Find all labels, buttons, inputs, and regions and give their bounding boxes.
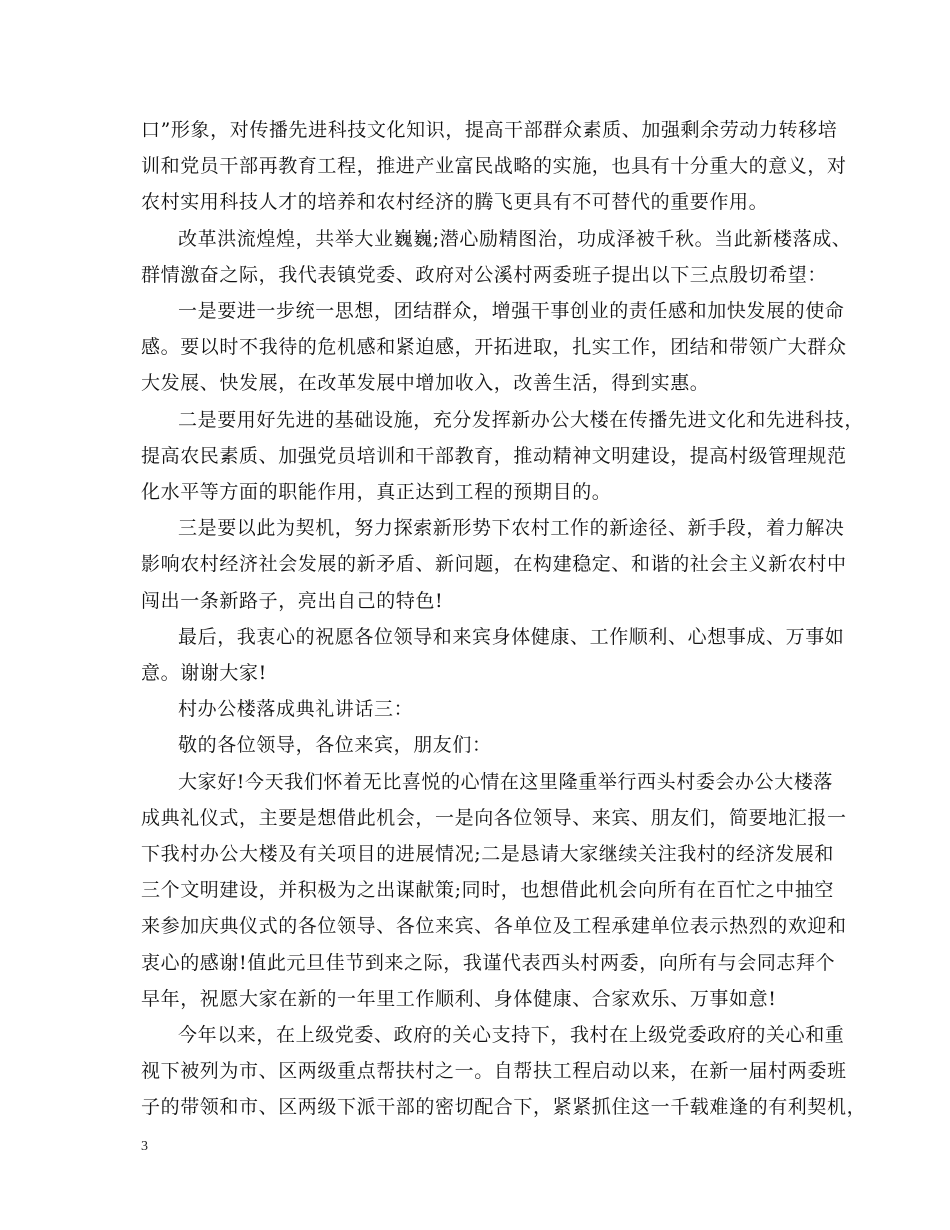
paragraph-first-line: 二是要用好先进的基础设施，充分发挥新办公大楼在传播先进文化和先进科技，: [178, 408, 865, 431]
body-text-line: 视下被列为市、区两级重点帮扶村之一。自帮扶工程启动以来，在新一届村两委班: [141, 1060, 847, 1083]
body-text-line: 闯出一条新路子，亮出自己的特色!: [141, 589, 444, 612]
body-text-line: 子的带领和市、区两级下派干部的密切配合下，紧紧抓住这一千载难逢的有利契机，: [141, 1096, 867, 1119]
body-text-line: 口”形象，对传播先进科技文化知识，提高干部群众素质、加强剩余劳动力转移培: [141, 119, 838, 141]
paragraph-first-line: 最后，我衷心的祝愿各位领导和来宾身体健康、工作顺利、心想事成、万事如: [178, 625, 845, 648]
body-text-line: 早年，祝愿大家在新的一年里工作顺利、身体健康、合家欢乐、万事如意!: [141, 987, 777, 1010]
page-number: 3: [141, 1139, 148, 1154]
paragraph-first-line: 改革洪流煌煌，共举大业巍巍;潜心励精图治，功成泽被千秋。当此新楼落成、: [178, 227, 852, 250]
body-text-line: 下我村办公大楼及有关项目的进展情况;二是恳请大家继续关注我村的经济发展和: [141, 843, 835, 865]
body-text-line: 影响农村经济社会发展的新矛盾、新问题，在构建稳定、和谐的社会主义新农村中: [141, 553, 847, 576]
paragraph-first-line: 三是要以此为契机，努力探索新形势下农村工作的新途径、新手段，着力解决: [178, 517, 845, 540]
body-text-line: 训和党员干部再教育工程，推进产业富民战略的实施，也具有十分重大的意义，对: [141, 155, 847, 178]
section-heading: 村办公楼落成典礼讲话三：: [178, 698, 414, 721]
body-text-line: 意。谢谢大家!: [141, 662, 267, 684]
body-text-line: 三个文明建设，并积极为之出谋献策;同时，也想借此机会向所有在百忙之中抽空: [141, 879, 835, 902]
paragraph-first-line: 大家好!今天我们怀着无比喜悦的心情在这里隆重举行西头村委会办公大楼落: [178, 770, 834, 793]
body-text-line: 群情激奋之际，我代表镇党委、政府对公溪村两委班子提出以下三点殷切希望：: [141, 263, 828, 286]
paragraph-first-line: 一是要进一步统一思想，团结群众，增强干事创业的责任感和加快发展的使命: [178, 300, 845, 322]
body-text-line: 提高农民素质、加强党员培训和干部教育，推动精神文明建设，提高村级管理规范: [141, 444, 847, 467]
paragraph-first-line: 今年以来，在上级党委、政府的关心支持下，我村在上级党委政府的关心和重: [178, 1024, 845, 1046]
body-text-line: 农村实用科技人才的培养和农村经济的腾飞更具有不可替代的重要作用。: [141, 191, 769, 214]
body-text-line: 感。要以时不我待的危机感和紧迫感，开拓进取，扎实工作，团结和带领广大群众: [141, 336, 847, 359]
body-text-line: 大发展、快发展，在改革发展中增加收入，改善生活，得到实惠。: [141, 372, 710, 395]
salutation: 敬的各位领导，各位来宾，朋友们：: [178, 734, 492, 757]
body-text-line: 衷心的感谢!值此元旦佳节到来之际，我谨代表西头村两委，向所有与会同志拜个: [141, 951, 836, 974]
body-text-line: 化水平等方面的职能作用，真正达到工程的预期目的。: [141, 481, 612, 503]
body-text-line: 成典礼仪式，主要是想借此机会，一是向各位领导、来宾、朋友们，简要地汇报一: [141, 806, 847, 829]
body-text-line: 来参加庆典仪式的各位领导、各位来宾、各单位及工程承建单位表示热烈的欢迎和: [141, 915, 847, 938]
